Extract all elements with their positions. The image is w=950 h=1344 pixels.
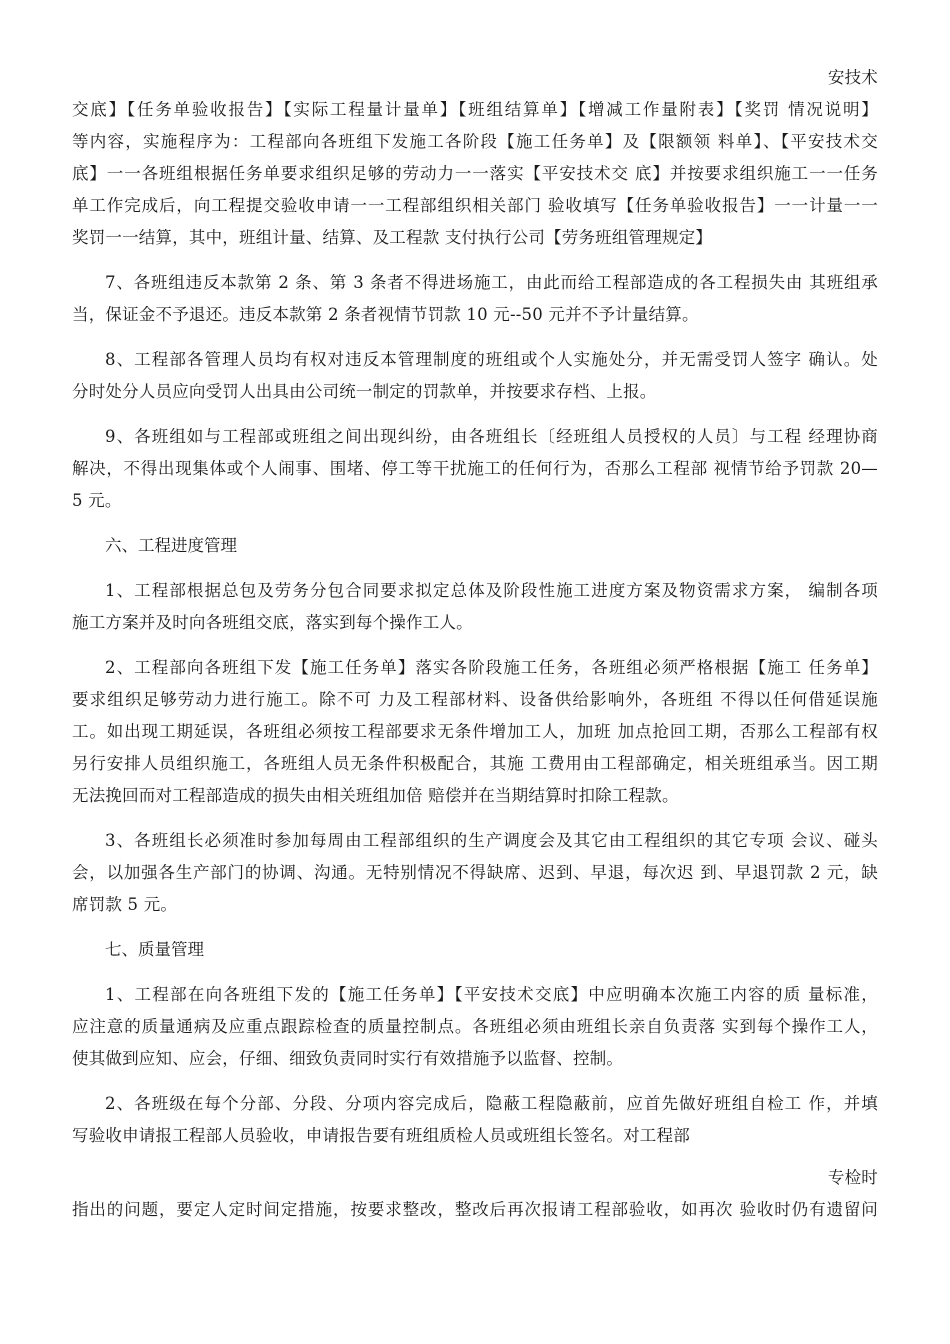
text-line: 5 元。 <box>72 491 122 510</box>
text-line: 底】一一各班组根据任务单要求组织足够的劳动力一一落实【平安技术交 底】并按要求组织施工一一任务 <box>72 164 878 183</box>
text-line: 2、工程部向各班组下发【施工任务单】落实各阶段施工任务，各班组必须严格根据【施工 任务单】 <box>105 658 878 677</box>
paragraph-7 <box>72 267 878 331</box>
text-line: 工。如出现工期延误，各班组必须按工程部要求无条件增加工人，加班 加点抢回工期，否那么工程部有权 <box>72 722 878 741</box>
text-line: 7、各班组违反本款第 2 条、第 3 条者不得进场施工，由此而给工程部造成的各工程损失由 其班组承 <box>105 273 878 292</box>
text-line: 应注意的质量通病及应重点跟踪检查的质量控制点。各班组必须由班组长亲自负责落 实到每个操作工人， <box>72 1017 878 1036</box>
section7-paragraph-1 <box>72 979 878 1075</box>
text-line: 当，保证金不予退还。违反本款第 2 条者视情节罚款 10 元--50 元并不予计量结算。 <box>72 305 699 324</box>
text-line: 解决，不得出现集体或个人闹事、围堵、停工等干扰施工的任何行为，否那么工程部 视情节给予罚款 20— <box>72 459 878 478</box>
section6-paragraph-3 <box>72 825 878 921</box>
text-line: 2、各班级在每个分部、分段、分项内容完成后，隐蔽工程隐蔽前，应首先做好班组自检工 作，并填 <box>105 1094 878 1113</box>
intro-paragraph <box>72 94 878 254</box>
paragraph-8 <box>72 344 878 408</box>
text-line: 分时处分人员应向受罚人出具由公司统一制定的罚款单，并按要求存档、上报。 <box>72 382 657 401</box>
text-line: 施工方案并及时向各班组交底，落实到每个操作工人。 <box>72 613 473 632</box>
section-heading-quality: 七、质量管理 <box>105 940 204 959</box>
text-line: 无法挽回而对工程部造成的损失由相关班组加倍 赔偿并在当期结算时扣除工程款。 <box>72 786 679 805</box>
text-line: 8、工程部各管理人员均有权对违反本管理制度的班组或个人实施处分，并无需受罚人签字 确认。处 <box>105 350 878 369</box>
text-line: 指出的问题，要定人定时间定措施，按要求整改，整改后再次报请工程部验收，如再次 验收时仍有遗留问 <box>72 1200 878 1219</box>
text-line: 3、各班组长必须准时参加每周由工程部组织的生产调度会及其它由工程组织的其它专项 会议、碰头 <box>105 831 878 850</box>
text-line: 单工作完成后，向工程提交验收申请一一工程部组织相关部门 验收填写【任务单验收报告】一一计量一一 <box>72 196 878 215</box>
text-line: 写验收申请报工程部人员验收，申请报告要有班组质检人员或班组长签名。对工程部 <box>72 1126 690 1145</box>
section6-paragraph-2 <box>72 652 878 812</box>
text-line: 交底】【任务单验收报告】【实际工程量计量单】【班组结算单】【增减工作量附表】【奖罚 情况说明】 <box>72 100 878 119</box>
text-line: 1、工程部在向各班组下发的【施工任务单】【平安技术交底】中应明确本次施工内容的质 量标准， <box>105 985 878 1004</box>
inline-fragment: 专检时 <box>827 1168 878 1187</box>
document-page <box>72 62 878 1226</box>
text-line: 席罚款 5 元。 <box>72 895 178 914</box>
section6-paragraph-1 <box>72 575 878 639</box>
text-line: 另行安排人员组织施工，各班组人员无条件积极配合，其施 工费用由工程部确定，相关班组承当。因工期 <box>72 754 878 773</box>
text-line: 等内容，实施程序为：工程部向各班组下发施工各阶段【施工任务单】及【限额领 料单】、【平安技术交 <box>72 132 878 151</box>
section-heading-progress: 六、工程进度管理 <box>105 536 237 555</box>
section7-paragraph-2 <box>72 1088 878 1152</box>
text-line: 奖罚一一结算，其中，班组计量、结算、及工程款 支付执行公司【劳务班组管理规定】 <box>72 228 713 247</box>
text-line: 使其做到应知、应会，仔细、细致负责同时实行有效措施予以监督、控制。 <box>72 1049 624 1068</box>
text-line: 9、各班组如与工程部或班组之间出现纠纷，由各班组长〔经班组人员授权的人员〕与工程 经理协商 <box>105 427 878 446</box>
text-line: 1、工程部根据总包及劳务分包合同要求拟定总体及阶段性施工进度方案及物资需求方案， 编制各项 <box>105 581 878 600</box>
text-line: 会，以加强各生产部门的协调、沟通。无特别情况不得缺席、迟到、早退，每次迟 到、早退罚款 2 元，缺 <box>72 863 878 882</box>
header-fragment: 安技术 <box>827 68 878 87</box>
text-line: 要求组织足够劳动力进行施工。除不可 力及工程部材料、设备供给影响外，各班组 不得以任何借延误施 <box>72 690 878 709</box>
paragraph-9 <box>72 421 878 517</box>
